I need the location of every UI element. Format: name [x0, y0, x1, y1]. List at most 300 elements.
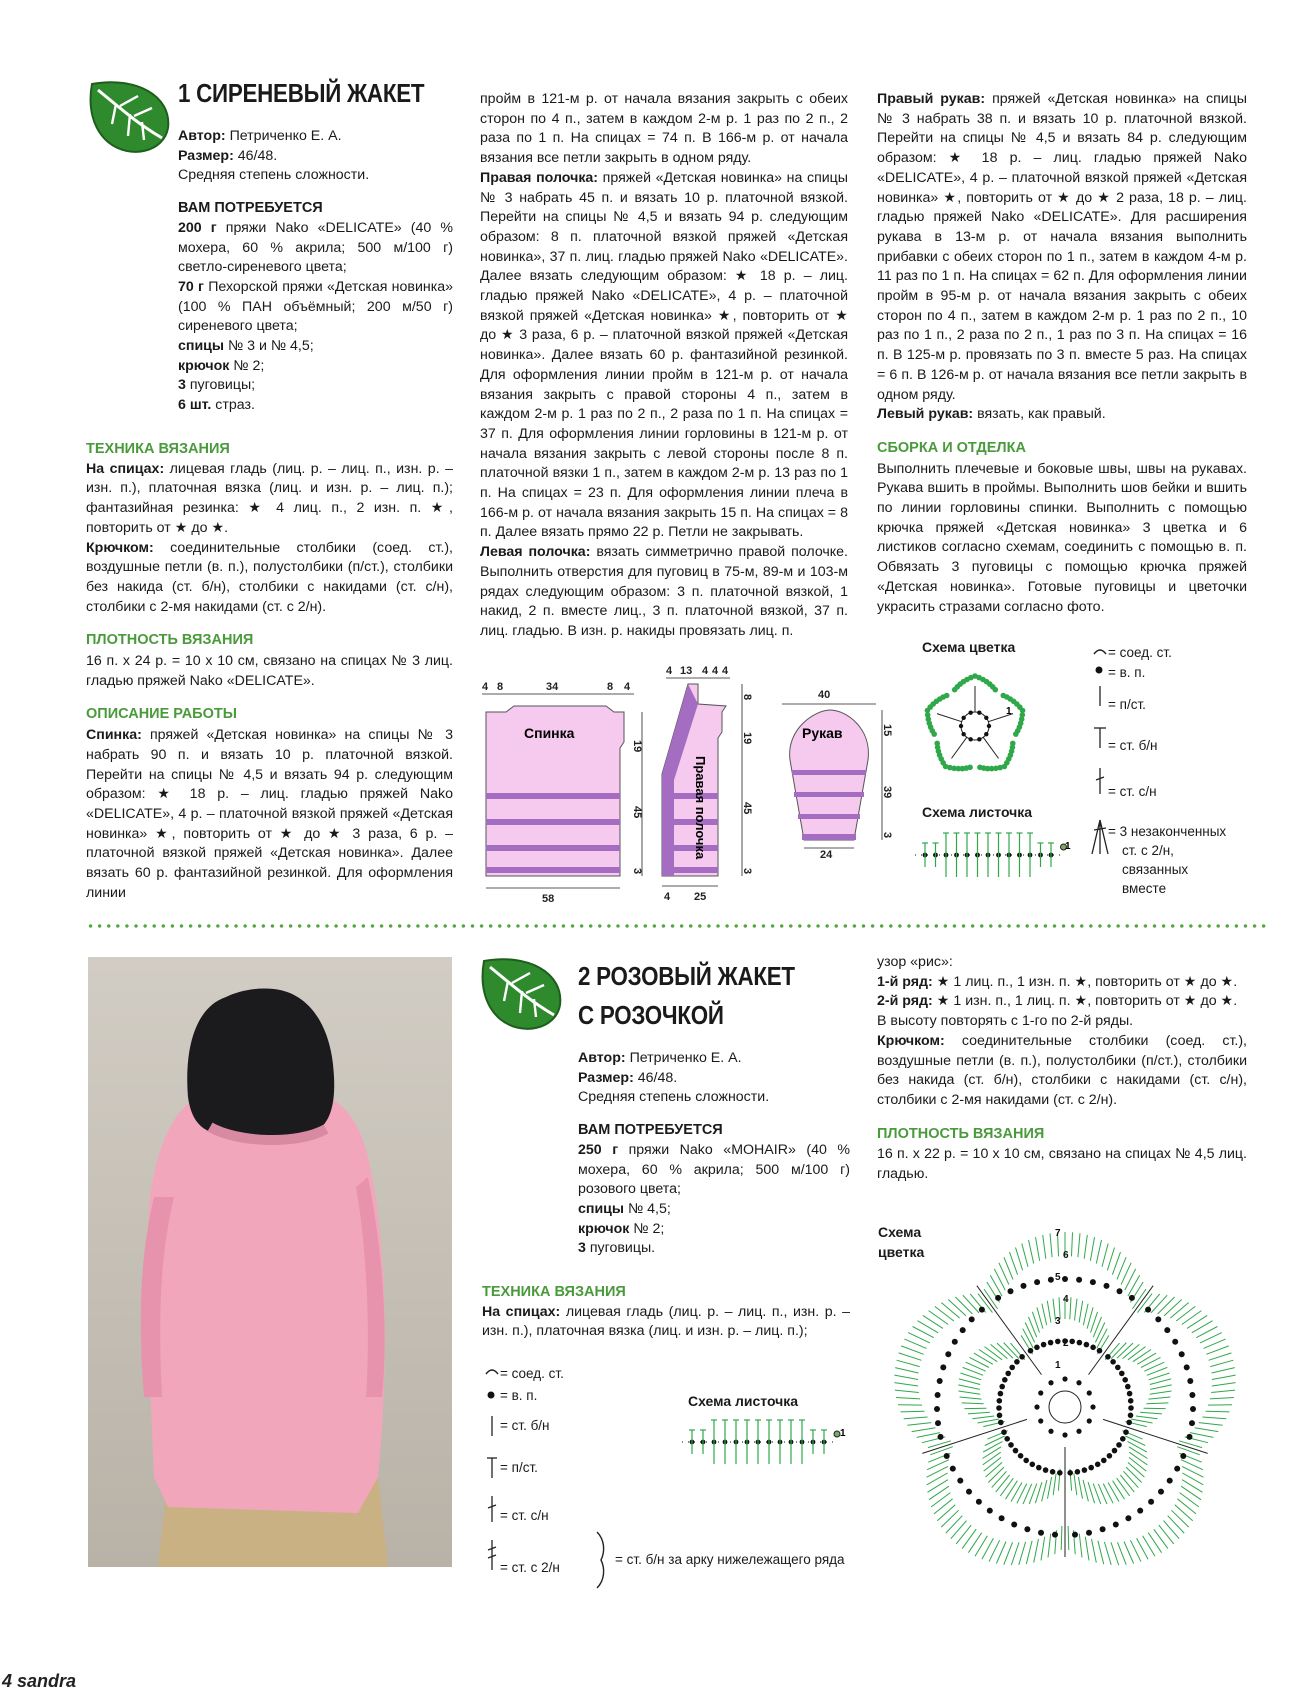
legend-item: ст. с 2/н, [1122, 843, 1174, 858]
chain-dot [1077, 1340, 1083, 1346]
chain-dot [984, 716, 988, 720]
chain-dot [1107, 1453, 1113, 1459]
author-line: Автор: Петриченко Е. А. [178, 128, 342, 144]
stitch [1120, 1475, 1134, 1492]
chain-dot [1055, 1339, 1061, 1345]
stitch [963, 1295, 979, 1313]
chain-dot [1100, 1526, 1106, 1532]
stitch [1083, 1480, 1088, 1501]
stitch [983, 1447, 1002, 1459]
chain-dot [1145, 1307, 1151, 1313]
needs-item: 6 шт. страз. [178, 397, 255, 414]
stitch [894, 1383, 918, 1386]
leaf-scheme-title: Схема листочка [688, 1393, 799, 1409]
chain-dot [1014, 1359, 1020, 1365]
article2-col3 [877, 953, 1247, 1185]
stitch [1128, 1347, 1146, 1360]
needs-heading: ВАМ ПОТРЕБУЕТСЯ [578, 1122, 723, 1139]
stitch [894, 1375, 918, 1379]
chain-dot [1038, 1418, 1043, 1423]
stitch [1090, 1237, 1094, 1261]
article1-col3 [877, 90, 1247, 617]
chain-dot [1036, 1465, 1042, 1471]
chain-dot [1034, 1404, 1039, 1409]
stitch [1117, 1478, 1130, 1496]
stitch [1029, 1240, 1034, 1264]
row-number: 1 [1055, 1360, 1061, 1371]
chain-dot [945, 1351, 951, 1357]
stitch [1050, 1233, 1052, 1257]
stitch [1195, 1428, 1219, 1432]
stitch [1034, 1539, 1039, 1563]
chain-dot [952, 1339, 958, 1345]
stitch [1181, 1486, 1201, 1500]
chain-dot [1019, 1354, 1025, 1360]
chain-dot [1062, 1276, 1068, 1282]
dim-right: 3 [881, 832, 893, 839]
chain-dot [960, 1327, 966, 1333]
chain-dot [987, 724, 991, 728]
dim-top: 4 [666, 665, 673, 677]
chain-dot [1122, 1377, 1128, 1383]
stitch [1053, 1473, 1056, 1495]
stitch [1140, 1412, 1162, 1414]
leaf-icon [478, 953, 566, 1035]
pattern-back [474, 682, 654, 902]
pattern-sleeve [768, 688, 898, 860]
article2-technique [482, 1283, 850, 1342]
stitch [1182, 1311, 1202, 1325]
legend-item: = соед. ст. [1108, 645, 1172, 660]
chain-dot [1087, 1390, 1092, 1395]
dim-right: 15 [881, 724, 893, 737]
chain-dot [966, 1489, 972, 1495]
stitch [1004, 1542, 1013, 1564]
stitch [912, 1428, 936, 1432]
legend-item: = ст. б/н за арку нижележащего ряда [615, 1552, 845, 1567]
chain-dot [1179, 1351, 1185, 1357]
stitch [1146, 1403, 1168, 1404]
stitch [968, 1533, 981, 1553]
stitch [1206, 1346, 1229, 1354]
dim-top: 8 [497, 682, 504, 693]
stitch [1199, 1423, 1223, 1426]
chain-dot [1076, 1429, 1081, 1434]
stitch [1129, 1452, 1147, 1465]
chain-dot [1104, 1283, 1110, 1289]
center-ring [1049, 1391, 1081, 1423]
stitch [1149, 1373, 1170, 1380]
row-number: 7 [1055, 1228, 1061, 1239]
pattern-name: узор «рис»: [877, 954, 953, 970]
needs-list [578, 1141, 850, 1259]
row-number: 6 [1063, 1250, 1069, 1261]
chain-dot [1164, 1327, 1170, 1333]
pattern-front [652, 664, 764, 902]
flower-scheme-diagram [910, 664, 1040, 788]
chain-dot [969, 1316, 975, 1322]
stitch [960, 1373, 981, 1380]
chain-dot [1008, 1442, 1014, 1448]
stitch [904, 1417, 928, 1419]
chain-dot [1148, 1499, 1154, 1505]
stitch [985, 1347, 1003, 1360]
stitch [1148, 1533, 1161, 1553]
chain-dot [937, 1378, 943, 1384]
needs-item: 3 пуговицы; [178, 377, 256, 394]
dim-right: 3 [631, 868, 643, 875]
chain-dot [1034, 1345, 1040, 1351]
stitch [1141, 1357, 1161, 1367]
row1: 1-й ряд: ★ 1 лиц. п., 1 изн. п. ★, повторить от ★ до ★. [877, 973, 1238, 990]
stitch [1042, 1304, 1047, 1326]
stitch [1154, 1529, 1168, 1548]
chain-dot [1034, 1279, 1040, 1285]
stitch [1047, 1301, 1051, 1323]
chain-dot [944, 693, 950, 699]
flower-scheme-diagram [880, 1224, 1254, 1590]
stitch [1128, 1441, 1147, 1452]
article2-title-1: 2 РОЗОВЫЙ ЖАКЕТ [578, 961, 795, 991]
chain-dot [1062, 1432, 1067, 1437]
chain-dot [1084, 1342, 1090, 1348]
stitch [1164, 1521, 1180, 1539]
pattern-label: Рукав [802, 725, 843, 741]
chain-dot [1137, 1508, 1143, 1514]
stitch [1011, 1542, 1019, 1565]
article2-col2 [578, 1049, 850, 1259]
stitch [972, 1416, 994, 1419]
stitch [946, 1516, 963, 1533]
stitch [1129, 1447, 1148, 1459]
stitch [1150, 1379, 1171, 1385]
chain-dot [944, 1453, 950, 1459]
stitch [1128, 1275, 1140, 1296]
dim-bottom: 24 [820, 849, 833, 860]
chain-dot [979, 1307, 985, 1313]
stitch [1042, 1480, 1047, 1501]
author-line: Автор: Петриченко Е. А. [578, 1050, 742, 1066]
stitch [1037, 1307, 1043, 1328]
needs-heading: ВАМ ПОТРЕБУЕТСЯ [178, 200, 323, 217]
stitch [1092, 1539, 1097, 1563]
legend-item: связанных [1122, 862, 1189, 877]
stitch [951, 1521, 967, 1539]
stitch [928, 1480, 948, 1493]
article1-title: 1 СИРЕНЕВЫЙ ЖАКЕТ [178, 78, 425, 108]
stitch [988, 1467, 1004, 1482]
stitch [986, 1462, 1003, 1477]
stitch [1104, 1542, 1111, 1565]
stitch [1043, 1235, 1046, 1259]
stitch [968, 1412, 990, 1414]
density-text: 16 п. х 22 р. = 10 х 10 см, связано на спицах № 4,5 лиц. гладью. [877, 1146, 1247, 1183]
stitch [1150, 1385, 1172, 1390]
chain-dot [1090, 1345, 1096, 1351]
chain-dot [977, 765, 983, 771]
stitch [1010, 1252, 1018, 1275]
chain-dot [1011, 1522, 1017, 1528]
chain-dot [1117, 1288, 1123, 1294]
stitch [1212, 1383, 1236, 1386]
stitch [1022, 1244, 1028, 1267]
chain-dot [1072, 1532, 1078, 1538]
size-line: Размер: 46/48. [178, 147, 278, 164]
legend-item: = в. п. [1108, 665, 1146, 680]
product-photo [88, 957, 452, 1567]
row-number: 4 [1063, 1294, 1069, 1305]
chain-dot [935, 1420, 941, 1426]
stitch [1011, 1483, 1022, 1502]
chain-dot [1123, 1429, 1129, 1435]
stitch [1137, 1353, 1156, 1364]
stitch [996, 1475, 1010, 1492]
article1-col2 [480, 90, 848, 642]
work-heading: ОПИСАНИЕ РАБОТЫ [86, 706, 237, 723]
chain-dot [1090, 1404, 1095, 1409]
stitch [1041, 1537, 1045, 1561]
chain-dot [1001, 1429, 1007, 1435]
density-heading: ПЛОТНОСТЬ ВЯЗАНИЯ [86, 632, 254, 649]
chain-dot [1052, 1532, 1058, 1538]
stitch [956, 1525, 971, 1544]
chain-dot [957, 1478, 963, 1484]
stitch [895, 1390, 919, 1392]
stitch [1072, 1232, 1073, 1256]
stitch [1202, 1417, 1226, 1419]
stitch [1083, 1304, 1088, 1326]
pattern-label: Правая полочка [693, 756, 708, 860]
chain-dot [961, 732, 965, 736]
stitch [1000, 1478, 1013, 1496]
stitch [985, 1436, 1005, 1446]
technique-heading: ТЕХНИКА ВЯЗАНИЯ [482, 1284, 626, 1300]
stitch [1125, 1436, 1145, 1446]
chain-dot [938, 1434, 944, 1440]
needs-item: спицы № 3 и № 4,5; [178, 338, 314, 355]
stitch [974, 1353, 993, 1364]
photo-illustration [88, 957, 452, 1567]
chain-dot [1024, 1526, 1030, 1532]
stitch [1210, 1398, 1234, 1399]
chain-dot [1057, 1470, 1063, 1476]
stitch [1123, 1344, 1140, 1358]
chain-dot [1167, 1478, 1173, 1484]
stitch [1179, 1441, 1202, 1448]
stitch [1068, 1526, 1069, 1550]
stitch [1070, 1297, 1071, 1319]
stitch [983, 737, 998, 758]
stitch [1164, 1300, 1182, 1316]
stitch [970, 1357, 990, 1367]
stitch [1085, 1537, 1089, 1561]
stitch [948, 1300, 966, 1316]
article1-col1 [178, 127, 453, 416]
armhole-text: пройм в 121-м р. от начала вязания закрыть с обеих сторон по 4 п., затем в каждом 2-м р. 1 раз по 2 п., 2 раза по 1 п. На спицах = 74 п. В 166-м р. от начала вязания все петли закрыть в одном ряду. [480, 91, 848, 167]
stitch [1182, 1480, 1202, 1493]
stitch [1095, 1323, 1104, 1343]
stitch [899, 1353, 922, 1360]
chain-dot [977, 710, 981, 714]
stitch [1074, 1473, 1077, 1495]
dim-right: 45 [741, 802, 753, 815]
flower-scheme-title: Схема цветка [878, 1224, 925, 1260]
stitch [1158, 1297, 1175, 1314]
size-line: Размер: 46/48. [578, 1069, 678, 1086]
row-number: 1 [1065, 841, 1071, 852]
stitch [1177, 1499, 1196, 1514]
stitch [935, 1306, 954, 1321]
stitch [1126, 1467, 1142, 1482]
stitch [941, 1303, 959, 1319]
stitch [1124, 1471, 1139, 1487]
needs-item: крючок № 2; [578, 1220, 665, 1237]
chain-dot [1128, 1398, 1134, 1404]
stitch [1026, 1541, 1032, 1564]
stitch [1211, 1390, 1235, 1392]
chain-dot [997, 1413, 1003, 1419]
chain-dot [1008, 1288, 1014, 1294]
chain-dot [998, 1420, 1004, 1426]
dim-top: 4 [712, 665, 719, 677]
chain-dot [987, 1508, 993, 1514]
row-number: 1 [840, 1428, 846, 1439]
chain-dot [1127, 1391, 1133, 1397]
chain-dot [1043, 1467, 1049, 1473]
needs-item: 70 г Пехорской пряжи «Детская новинка» (100 % ПАН объёмный; 200 м/50 г) сиреневого цвета; [178, 278, 454, 335]
chain-dot [1120, 1436, 1126, 1442]
chain-dot [1128, 1405, 1134, 1411]
technique-crochet: Крючком: соединительные столбики (соед. ст.), воздушные петли (в. п.), полустолбики (п/ст.), столбики без накида (ст. б/н), столбики с накидами (ст. с/н), столбики с 2-мя накидами (ст. с 2/н). [86, 539, 453, 615]
legend-item: = ст. с/н [500, 1508, 549, 1523]
chain-dot [1101, 1458, 1107, 1464]
stitch [1129, 1457, 1146, 1471]
stitch [895, 1368, 918, 1373]
leaf-scheme-title: Схема листочка [922, 804, 1033, 820]
chain-dot [993, 687, 999, 693]
stitch [1113, 1481, 1125, 1500]
chain-dot [1097, 1348, 1103, 1354]
stitch [977, 1286, 1042, 1375]
chain-dot [1067, 1470, 1073, 1476]
chain-dot [984, 732, 988, 736]
right-sleeve-text: Правый рукав: пряжей «Детская новинка» на спицы № 3 набрать 38 п. и вязать 10 р. платочной вязкой. Перейти на спицы № 4,5 и вязать 84 р. следующим образом: ★ 18 р. – лиц. гладью пряжей Nako «DELICATE», 4 р. – платочной вязкой пряжей «Детская новинка» ★, повторить от ★ до ★ 2 раза, 18 р. – лиц. гладью пряжей Nako «DELICATE». Для расширения рукава в 13-м р. от начала вязания выполнить прибавки с обеих сторон по 1 п., затем в каждом 4-м р. 11 раз по 1 п. На спицах = 62 п. Для оформления линии пройм в 95-м р. от начала вязания закрыть с обеих сторон по 4 п., затем в каждом 2-м р. 1 раз по 2 п., 10 раз по 1 п., 2 раза по 2 п., 1 раз по 3 п. На спицах = 16 п. В 125-м р. провязать по 3 п. вместе 5 раз. На спицах = 6 п. В 126-м р. от начала вязания все петли закрыть в одном ряду. [877, 91, 1248, 403]
stitch [1078, 1477, 1082, 1499]
stitch [1209, 1353, 1232, 1360]
stitch [927, 1473, 948, 1485]
dim-top: 4 [624, 682, 631, 693]
dim-top: 40 [818, 689, 831, 701]
leaf-scheme-diagram [682, 1412, 852, 1478]
stitch [955, 1297, 972, 1314]
stitch [928, 1441, 951, 1448]
chain-dot [1021, 1283, 1027, 1289]
stitch [1112, 1252, 1120, 1275]
needs-item: 3 пуговицы. [578, 1240, 656, 1257]
chain-dot [1018, 1453, 1024, 1459]
chain-dot [1112, 1448, 1118, 1454]
technique-knitting: На спицах: лицевая гладь (лиц. р. – лиц. п., изн. р. – изн. п.), платочная вязка (лиц. и изн. р. – лиц. п.); [482, 1303, 850, 1340]
chain-dot [1009, 1365, 1015, 1371]
stitch [1131, 1419, 1153, 1423]
chain-dot [1189, 1392, 1195, 1398]
stitch [1150, 1391, 1172, 1394]
stitch [1204, 1339, 1226, 1348]
chain-dot [1090, 1279, 1096, 1285]
chain-dot [1048, 1429, 1053, 1434]
legend-item: вместе [1122, 881, 1167, 896]
stitch [1016, 1248, 1023, 1271]
leaf-scheme-diagram [915, 825, 1075, 891]
technique-knitting: На спицах: лицевая гладь (лиц. р. – лиц. п., изн. р. – изн. п.), платочная вязка (лиц. и изн. р. – лиц. п.); фантазийная резинка: ★ 4 лиц. п., 2 изн. п. ★, повторить от ★ до ★. [86, 460, 453, 536]
chain-dot [934, 1406, 940, 1412]
chain-dot [1013, 1448, 1019, 1454]
stitch [931, 1493, 950, 1507]
stitch [1108, 1483, 1119, 1502]
stitch [983, 1452, 1001, 1465]
stitch [978, 1419, 1000, 1423]
leaf-icon [86, 76, 174, 158]
chain-dot [1110, 1359, 1116, 1365]
stitch [979, 1350, 997, 1362]
chain-dot [1172, 1339, 1178, 1345]
legend-item: = соед. ст. [500, 1366, 564, 1381]
stitch [937, 1505, 955, 1521]
stitch [1136, 1416, 1158, 1419]
stitch [959, 1379, 980, 1385]
chain-dot [1076, 1277, 1082, 1283]
stitch [959, 1391, 981, 1394]
stitch [923, 1315, 943, 1328]
dim-top: 13 [680, 665, 693, 677]
legend-item: = ст. с 2/н [500, 1560, 560, 1575]
stitch [1079, 1534, 1082, 1558]
technique-heading: ТЕХНИКА ВЯЗАНИЯ [86, 441, 230, 457]
stitch [1025, 1323, 1034, 1343]
chain-dot [999, 1515, 1005, 1521]
stitch [1149, 1397, 1171, 1399]
stitch [990, 1275, 1002, 1296]
chain-dot [1075, 1469, 1081, 1475]
stitch [1006, 1481, 1018, 1500]
stitch [1170, 1303, 1188, 1319]
stitch [1107, 1248, 1114, 1271]
chain-dot [1087, 1418, 1092, 1423]
difficulty: Средняя степень сложности. [578, 1089, 770, 1106]
back-text: Спинка: пряжей «Детская новинка» на спицы № 3 набрать 90 п. и вязать 10 р. платочной вязкой. Перейти на спицы № 4,5 и вязать 94 р. следующим образом: ★ 18 р. – лиц. гладью пряжей Nako «DELICATE», 4 р. – платочной вязкой пряжей «Детская новинка» ★, повторить от ★ до ★ 3 раза, 6 р. – платочной вязкой пряжей «Детская новинка». Далее вязать 60 р. фантазийной резинкой. Для оформления линии [86, 727, 453, 901]
density-text: 16 п. х 24 р. = 10 х 10 см, связано на спицах № 3 лиц. гладью пряжей Nako «DELICATE». [86, 653, 453, 689]
chain-dot [1180, 1453, 1186, 1459]
row-number: 1 [1006, 706, 1012, 717]
chain-dot [1005, 1371, 1011, 1377]
stitch [960, 1397, 982, 1399]
stitch [1212, 1375, 1236, 1379]
stitch [984, 1457, 1001, 1471]
chain-dot [1028, 1348, 1034, 1354]
stitch [1118, 1542, 1127, 1564]
chain-dot [1004, 1436, 1010, 1442]
chain-dot [998, 1391, 1004, 1397]
dim-top: 4 [722, 665, 729, 677]
section-divider [86, 924, 1266, 928]
stitch [1212, 1368, 1235, 1373]
dim-top: 4 [482, 682, 489, 693]
stitch [1084, 1235, 1087, 1259]
stitch [991, 1344, 1008, 1358]
stitch [983, 1441, 1002, 1452]
stitch [1206, 1411, 1230, 1412]
stitch [1078, 1233, 1080, 1257]
